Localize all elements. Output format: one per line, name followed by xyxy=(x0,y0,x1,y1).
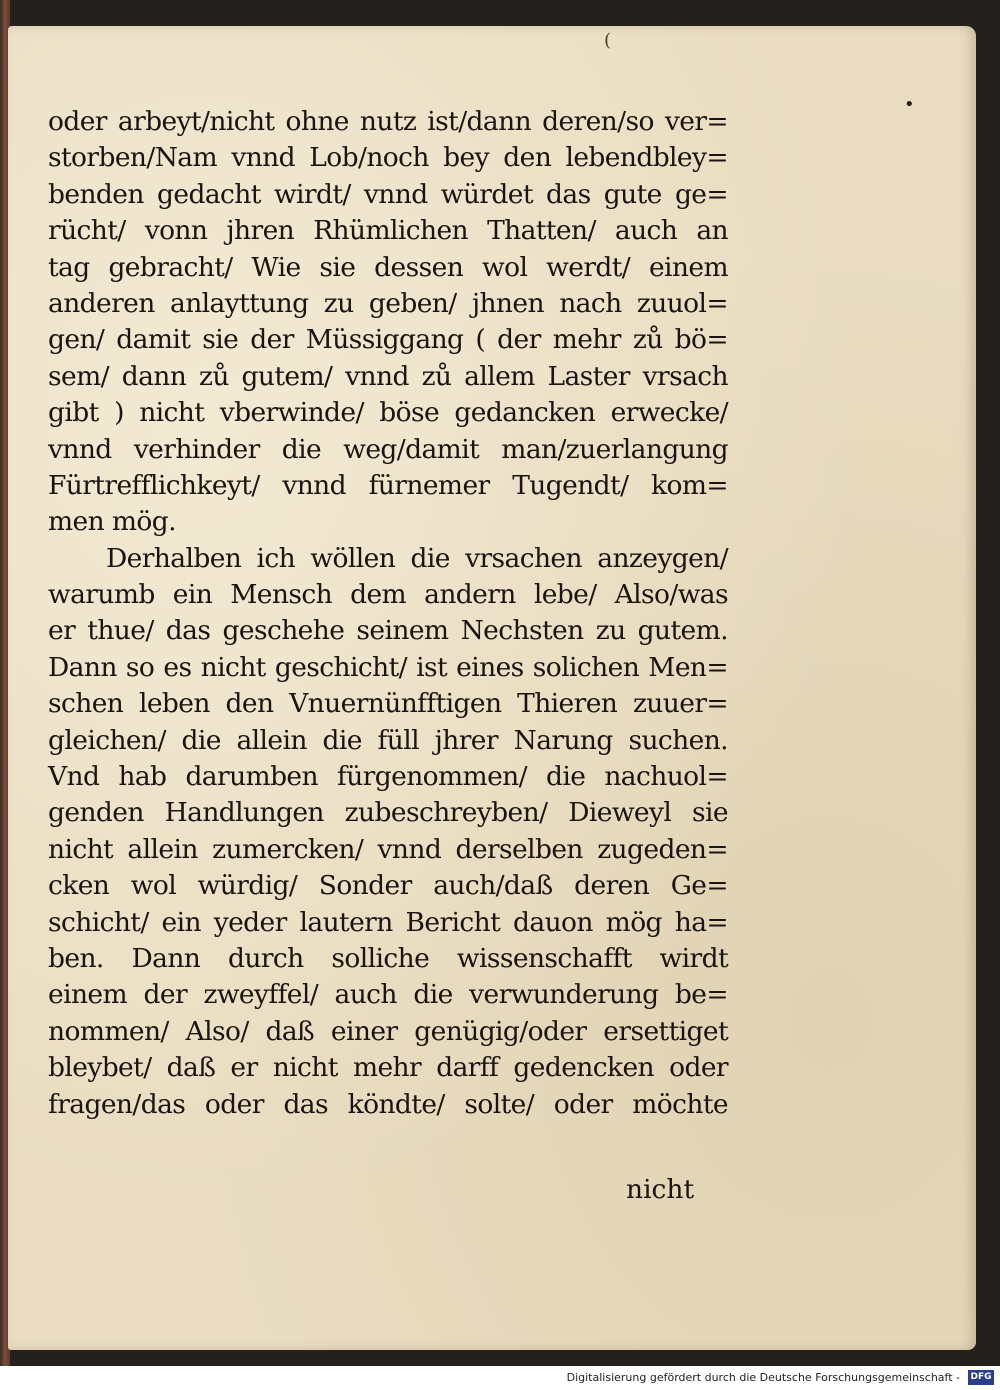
text-line: sem/ dann zů gutem/ vnnd zů allem Laster vrsach xyxy=(48,360,728,392)
funding-footer xyxy=(0,1366,1000,1390)
text-line: men mög. xyxy=(48,506,176,538)
corner-mark: • xyxy=(904,94,915,115)
funding-credit: Digitalisierung gefördert durch die Deutsche Forschungsgemeinschaft - xyxy=(566,1371,960,1384)
text-line: schen leben den Vnuernünfftigen Thieren zuuer= xyxy=(48,688,728,720)
text-line: vnnd verhinder die weg/damit man/zuerlangung xyxy=(48,433,728,465)
text-line: storben/Nam vnnd Lob/noch bey den lebendbley= xyxy=(48,142,728,174)
text-line: genden Handlungen zubeschreyben/ Dieweyl sie xyxy=(48,797,728,829)
document-page xyxy=(8,26,976,1350)
text-line: gibt ) nicht vberwinde/ böse gedancken erwecke/ xyxy=(48,397,728,429)
text-line: cken wol würdig/ Sonder auch/daß deren Ge= xyxy=(48,870,728,902)
text-line: benden gedacht wirdt/ vnnd würdet das gute ge= xyxy=(48,178,728,210)
paragraph-start-line: Derhalben ich wöllen die vrsachen anzeygen/ xyxy=(106,542,728,574)
dfg-logo: DFG xyxy=(968,1370,994,1385)
text-line: ben. Dann durch solliche wissenschafft wirdt xyxy=(48,942,728,974)
text-line: warumb ein Mensch dem andern lebe/ Also/was xyxy=(48,579,728,611)
body-text xyxy=(48,104,728,1123)
text-line: Fürtrefflichkeyt/ vnnd fürnemer Tugendt/ kom= xyxy=(48,469,728,501)
text-line: tag gebracht/ Wie sie dessen wol werdt/ einem xyxy=(48,251,728,283)
text-line: er thue/ das geschehe seinem Nechsten zu gutem. xyxy=(48,615,728,647)
text-line: oder arbeyt/nicht ohne nutz ist/dann deren/so ver= xyxy=(48,106,728,137)
text-line: Dann so es nicht geschicht/ ist eines solichen Men= xyxy=(48,651,728,683)
text-line: einem der zweyffel/ auch die verwunderung be= xyxy=(48,979,728,1011)
text-line: rücht/ vonn jhren Rhümlichen Thatten/ auch an xyxy=(48,215,728,247)
text-line: anderen anlayttung zu geben/ jhnen nach zuuol= xyxy=(48,287,728,319)
text-line: bleybet/ daß er nicht mehr darff gedencken oder xyxy=(48,1052,728,1084)
text-line: gen/ damit sie der Müssiggang ( der mehr zů bö= xyxy=(48,324,728,356)
text-line: fragen/das oder das köndte/ solte/ oder möchte xyxy=(48,1088,728,1120)
text-line: nommen/ Also/ daß einer genügig/oder ersettiget xyxy=(48,1015,728,1047)
catchword: nicht xyxy=(626,1174,695,1205)
text-line: Vnd hab darumben fürgenommen/ die nachuol= xyxy=(48,761,728,793)
text-line: gleichen/ die allein die füll jhrer Narung suchen. xyxy=(48,724,728,756)
page-mark: ( xyxy=(604,30,612,51)
text-line: schicht/ ein yeder lautern Bericht dauon mög ha= xyxy=(48,906,728,938)
text-line: nicht allein zumercken/ vnnd derselben zugeden= xyxy=(48,833,728,865)
